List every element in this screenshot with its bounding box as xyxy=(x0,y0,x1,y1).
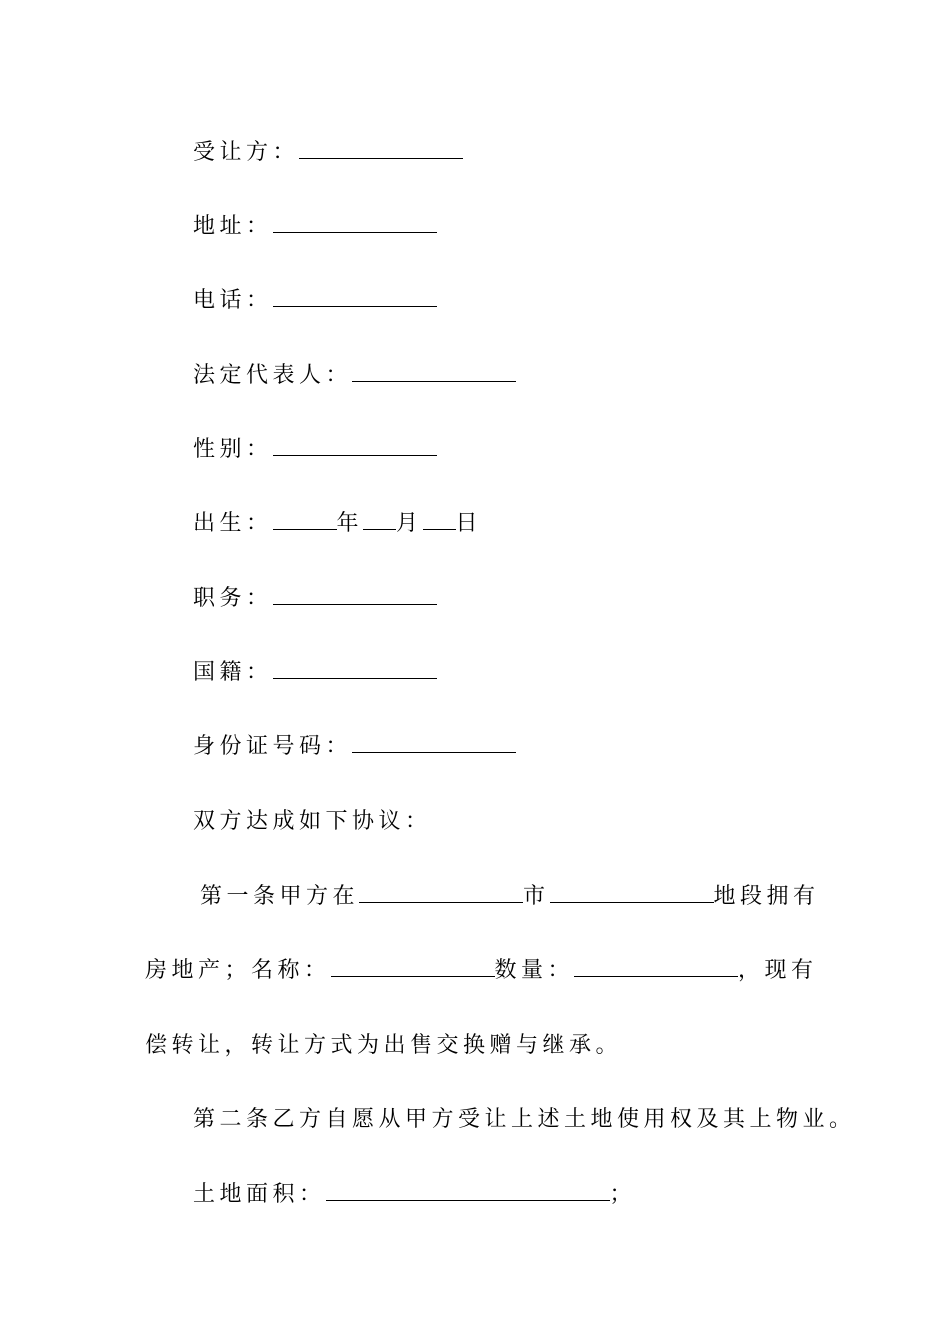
gender-field xyxy=(193,435,437,465)
birth-day-blank[interactable] xyxy=(423,509,456,530)
article1-text-e: 数量： xyxy=(494,958,575,983)
assignee-label: 受让方： xyxy=(193,140,300,165)
city-blank[interactable] xyxy=(359,882,523,903)
birth-year-blank[interactable] xyxy=(273,509,337,530)
land-area-label: 土地面积： xyxy=(193,1182,326,1207)
nationality-field xyxy=(193,658,437,688)
birth-month-label: 月 xyxy=(396,511,423,536)
district-blank[interactable] xyxy=(550,882,714,903)
article1-text-c: 地段拥有 xyxy=(713,884,820,909)
land-area-blank[interactable] xyxy=(326,1180,610,1201)
legal-rep-field xyxy=(193,361,516,391)
article1-text-a: 第一条甲方在 xyxy=(200,884,360,909)
birth-field xyxy=(193,509,482,539)
birth-year-label: 年 xyxy=(336,511,364,536)
article1-text-b: 市 xyxy=(523,884,550,909)
article1-line1 xyxy=(200,882,820,912)
land-area-field xyxy=(193,1180,636,1210)
agreement-intro: 双方达成如下协议： xyxy=(193,809,432,834)
legal-rep-blank[interactable] xyxy=(352,361,516,382)
quantity-blank[interactable] xyxy=(574,956,738,977)
assignee-field xyxy=(193,138,463,168)
position-field xyxy=(193,584,437,614)
address-label: 地址： xyxy=(193,214,273,239)
article1-line3: 偿转让，转让方式为出售交换赠与继承。 xyxy=(145,1033,623,1058)
id-number-field xyxy=(193,732,516,762)
position-blank[interactable] xyxy=(273,584,437,605)
article1-text-f: ，现有 xyxy=(738,958,818,983)
birth-day-label: 日 xyxy=(455,511,483,536)
legal-rep-label: 法定代表人： xyxy=(193,363,353,388)
address-field xyxy=(193,212,437,242)
article1-text-d: 房地产；名称： xyxy=(145,958,331,983)
article2: 第二条乙方自愿从甲方受让上述土地使用权及其上物业。 xyxy=(193,1107,856,1132)
nationality-label: 国籍： xyxy=(193,660,273,685)
position-label: 职务： xyxy=(193,586,273,611)
address-blank[interactable] xyxy=(273,212,437,233)
nationality-blank[interactable] xyxy=(273,658,437,679)
assignee-blank[interactable] xyxy=(299,138,463,159)
gender-label: 性别： xyxy=(193,437,273,462)
property-name-blank[interactable] xyxy=(331,956,495,977)
phone-field xyxy=(193,286,437,316)
gender-blank[interactable] xyxy=(273,435,437,456)
article1-line2 xyxy=(145,956,818,986)
land-area-end: ； xyxy=(609,1182,637,1207)
id-number-blank[interactable] xyxy=(352,732,516,753)
phone-label: 电话： xyxy=(193,288,273,313)
birth-month-blank[interactable] xyxy=(363,509,396,530)
id-number-label: 身份证号码： xyxy=(193,734,353,759)
phone-blank[interactable] xyxy=(273,286,437,307)
birth-label: 出生： xyxy=(193,511,273,536)
